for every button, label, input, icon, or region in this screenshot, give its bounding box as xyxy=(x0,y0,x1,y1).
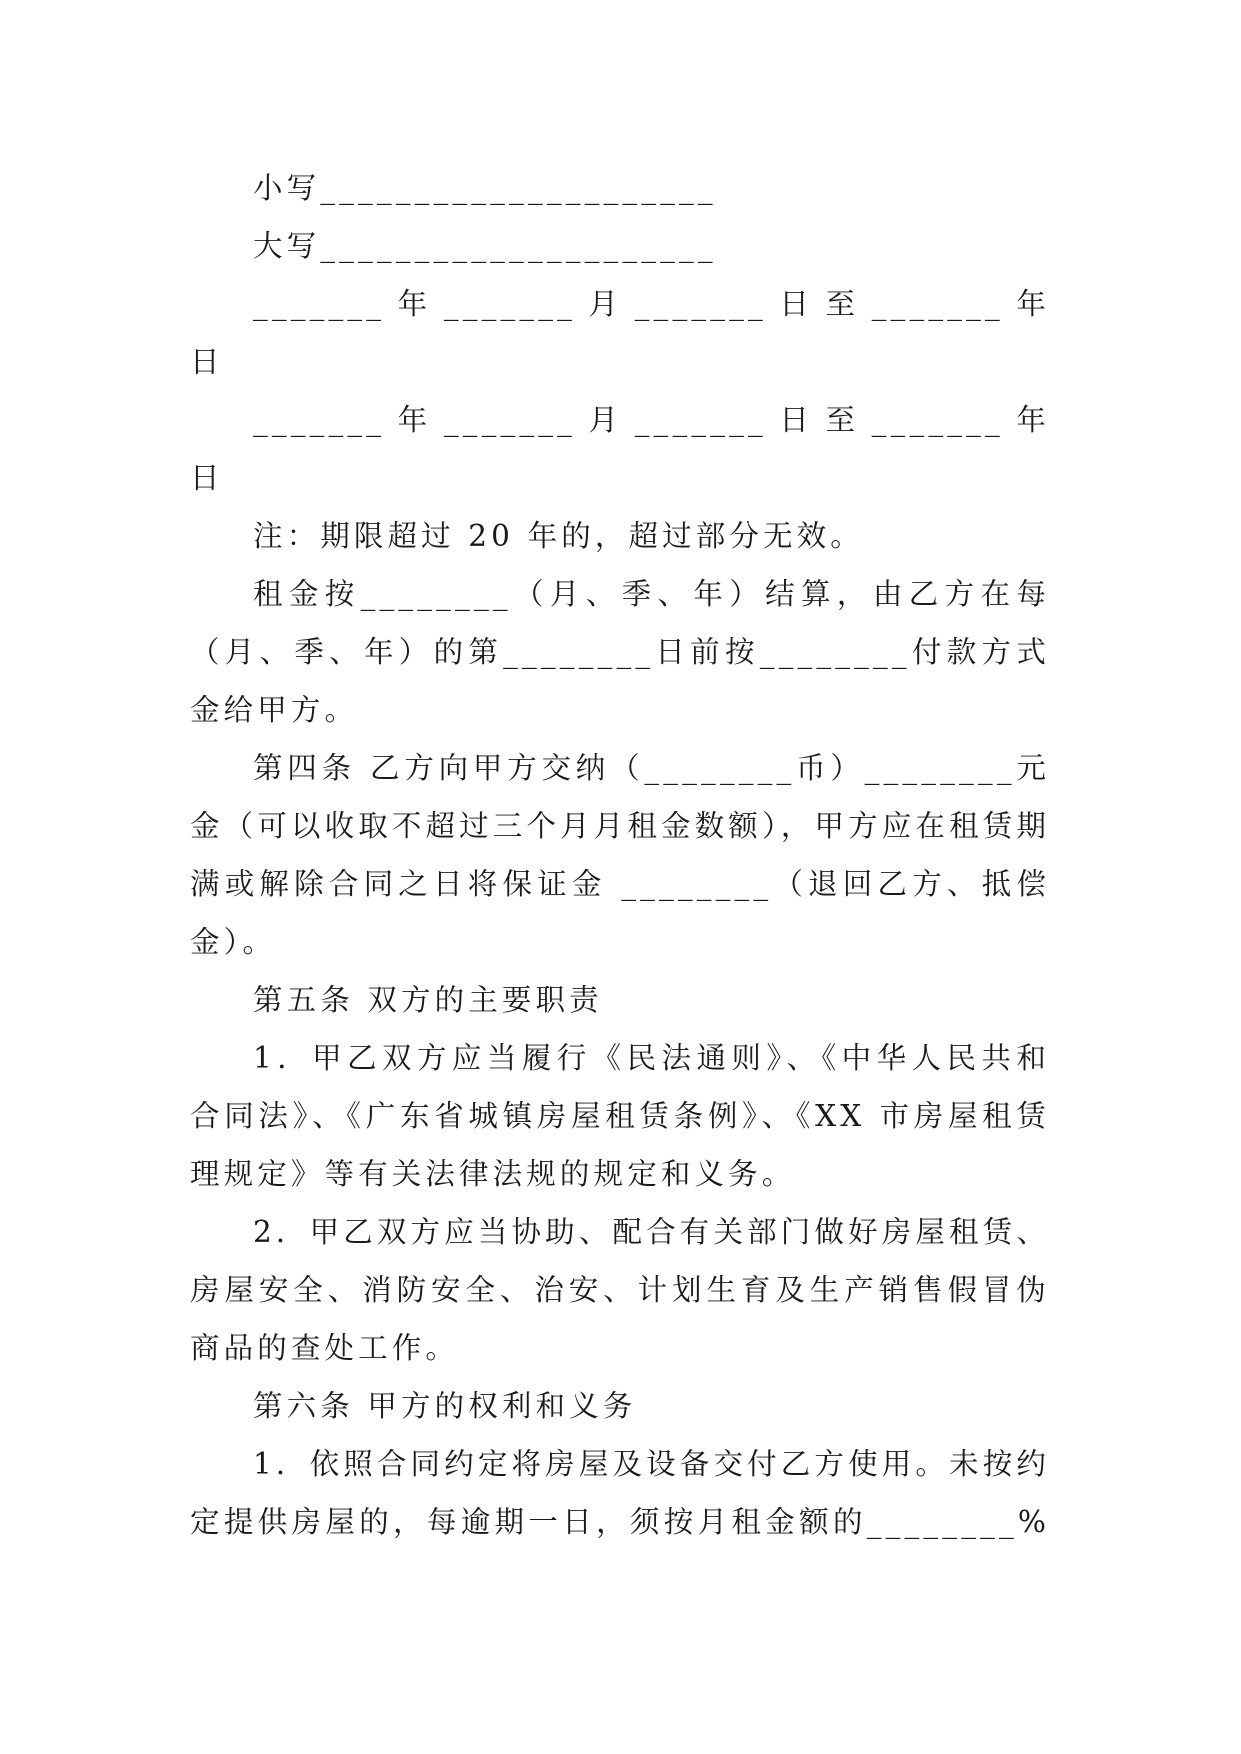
text-line: 商品的查处工作。 xyxy=(190,1331,460,1365)
text-line: 小写_____________________ xyxy=(253,171,717,205)
text-line: 满或解除合同之日将保证金 ________（退回乙方、抵偿 xyxy=(190,867,1050,901)
text-line: 第四条 乙方向甲方交纳（________币）________元 xyxy=(253,751,1050,785)
text-line: 日 xyxy=(190,345,224,379)
text-line: 定提供房屋的，每逾期一日，须按月租金额的________% xyxy=(190,1505,1050,1539)
text-line: _______年_______月_______日至_______年 xyxy=(253,403,1050,437)
text-line: 大写_____________________ xyxy=(253,229,717,263)
text-line: 第六条 甲方的权利和义务 xyxy=(253,1389,637,1423)
text-line: （月、季、年）的第________日前按________付款方式 xyxy=(190,635,1050,669)
text-line: 1．依照合同约定将房屋及设备交付乙方使用。未按约 xyxy=(253,1447,1050,1481)
text-line: 金）。 xyxy=(190,925,277,959)
text-line: _______年_______月_______日至_______年 xyxy=(253,287,1050,321)
text-line: 1．甲乙双方应当履行《民法通则》、《中华人民共和 xyxy=(253,1041,1050,1075)
text-line: 金（可以收取不超过三个月月租金数额），甲方应在租赁期 xyxy=(190,809,1050,843)
text-line: 理规定》等有关法律法规的规定和义务。 xyxy=(190,1157,796,1191)
text-line: 租金按________（月、季、年）结算，由乙方在每 xyxy=(253,577,1050,611)
document-body xyxy=(190,159,1050,1551)
text-line: 注：期限超过 20 年的，超过部分无效。 xyxy=(253,519,864,553)
text-line: 日 xyxy=(190,461,224,495)
text-line: 金给甲方。 xyxy=(190,693,359,727)
text-line: 合同法》、《广东省城镇房屋租赁条例》、《XX 市房屋租赁 xyxy=(190,1099,1050,1133)
text-line: 第五条 双方的主要职责 xyxy=(253,983,603,1017)
text-line: 房屋安全、消防安全、治安、计划生育及生产销售假冒伪 xyxy=(190,1273,1050,1307)
text-line: 2．甲乙双方应当协助、配合有关部门做好房屋租赁、 xyxy=(253,1215,1050,1249)
